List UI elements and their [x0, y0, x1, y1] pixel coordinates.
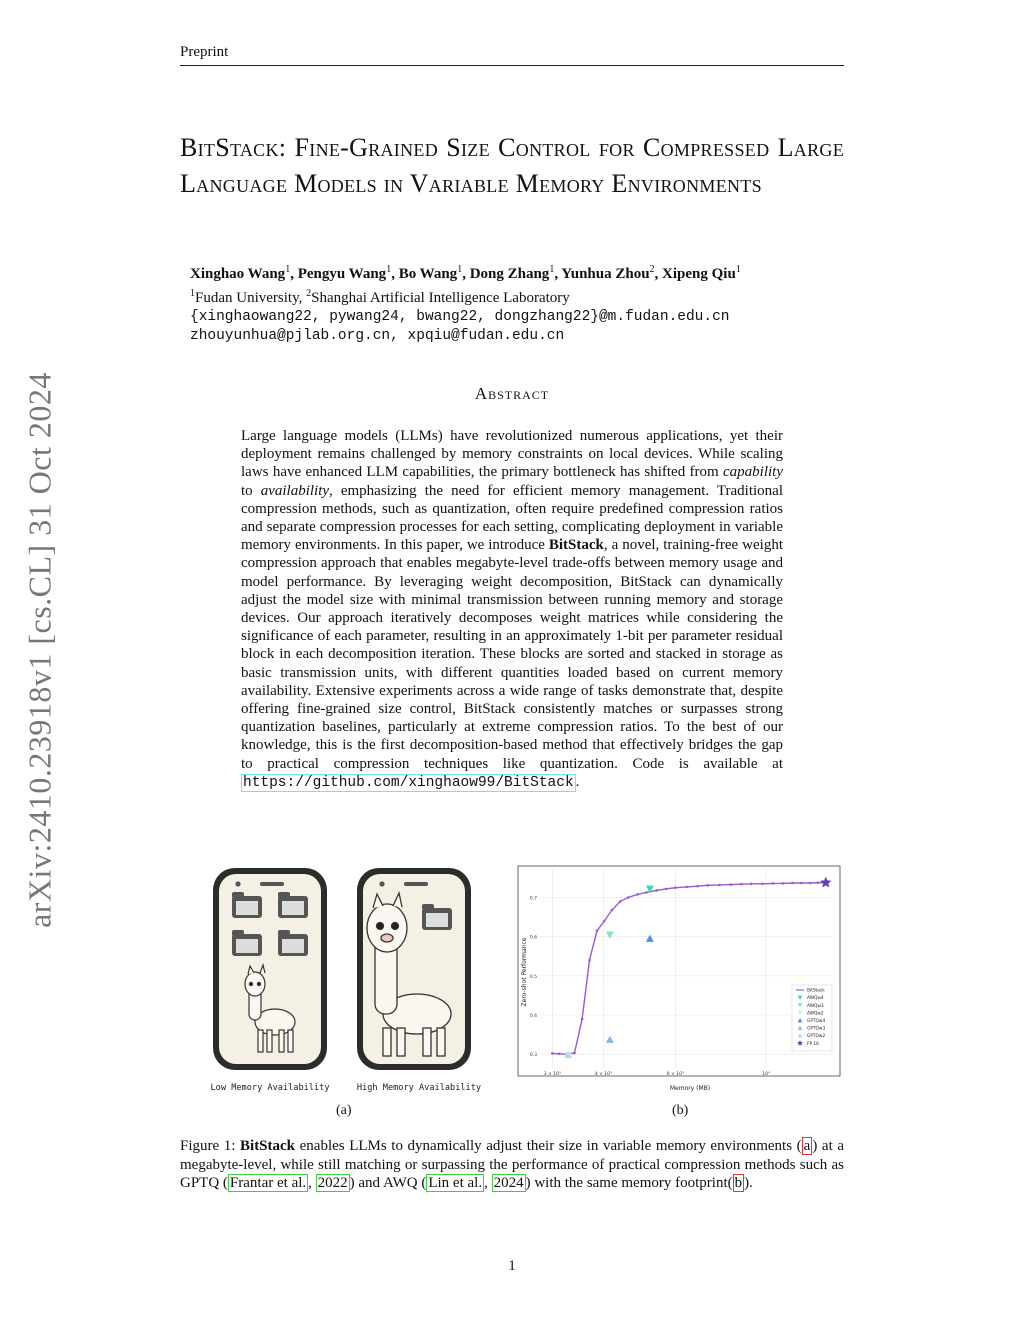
code-link[interactable]: https://github.com/xinghaow99/BitStack — [243, 774, 574, 791]
paper-title: BitStack: Fine-Grained Size Control for Compressed Large Language Models in Variable Memory Environments — [180, 133, 844, 198]
data-point-bitstack — [782, 882, 785, 885]
data-point-bitstack — [636, 893, 639, 896]
legend-label: BitStack — [807, 988, 825, 994]
data-point-bitstack — [706, 884, 709, 887]
data-point-bitstack — [740, 883, 743, 886]
data-point-bitstack — [729, 883, 732, 886]
data-point-bitstack — [558, 1052, 561, 1055]
x-tick-label: 3 × 10³ — [543, 1072, 561, 1077]
y-tick-label: 0.6 — [529, 935, 537, 941]
phone-right-label: High Memory Availability — [356, 1083, 482, 1093]
data-point-bitstack — [588, 959, 591, 962]
data-point-bitstack — [665, 888, 668, 891]
data-point-bitstack — [674, 886, 677, 889]
phone-low-memory — [213, 868, 327, 1070]
author-name: Xinghao Wang — [190, 266, 286, 282]
header-rule — [180, 65, 844, 66]
arxiv-stamp — [15, 360, 65, 940]
y-tick-label: 0.5 — [529, 974, 537, 980]
author-name: Xipeng Qiu — [662, 266, 736, 282]
legend-label: AWQw4 — [807, 996, 824, 1002]
y-tick-label: 0.3 — [529, 1053, 537, 1059]
y-tick-label: 0.4 — [529, 1014, 537, 1019]
y-axis-label: Zero-shot Performance — [521, 937, 528, 1007]
running-header: Preprint — [180, 44, 229, 60]
legend-label: GPTQw3 — [807, 1026, 826, 1032]
data-point-bitstack — [573, 1052, 576, 1055]
x-axis-label: Memory (MB) — [669, 1085, 711, 1092]
author-block — [190, 260, 850, 346]
figure-caption: Figure 1: BitStack enables LLMs to dynamically adjust their size in variable memory environments ( a ) at a megabyte-level, while still matching or surpassing the performance of practical compression methods such as GPTQ ( Frantar et al. , 2022 ) and AWQ ( Lin et al. , 2024 ) with the same memory footprint( b ). — [180, 1138, 844, 1191]
email-line-1: {xinghaowang22, pywang24, bwang22, dongzhang22}@m.fudan.edu.cn — [190, 309, 730, 325]
author-name: Bo Wang — [398, 266, 458, 282]
data-point-bitstack — [800, 882, 803, 885]
data-point-bitstack — [581, 1018, 584, 1021]
legend-label: FP 16 — [807, 1041, 819, 1047]
x-tick-label: 4 × 10³ — [594, 1072, 612, 1077]
phone-left-label: Low Memory Availability — [210, 1083, 330, 1093]
affiliations: $^1$Fudan University, $^2$Shanghai Artificial Intelligence Laboratory — [190, 288, 570, 306]
citation-lin[interactable]: Lin et al. — [428, 1175, 483, 1191]
data-point-bitstack — [655, 889, 658, 892]
figure-ref-a[interactable]: a — [803, 1138, 811, 1154]
data-point-bitstack — [611, 909, 614, 912]
citation-frantar-year[interactable]: 2022 — [317, 1175, 348, 1191]
author-name: Dong Zhang — [469, 266, 550, 282]
chart-legend — [792, 985, 832, 1051]
data-point-bitstack — [645, 891, 648, 894]
data-point-bitstack — [718, 884, 721, 887]
abstract-body: Large language models (LLMs) have revolutionized numerous applications, yet their deployment remains challenged by memory constraints on local devices. While scaling laws have enhanced LLM capabilities, the primary bottleneck has shifted from capability to availability, emphasizing the need for efficient memory management. Traditional compression methods, such as quantization, often require predefined compression ratios and separate compression processes for each setting, complicating deployment in variable memory environments. In this paper, we introduce BitStack, a novel, training-free weight compression approach that enables megabyte-level trade-offs between memory usage and model performance. By leveraging weight decomposition, BitStack can dynamically adjust the model size with minimal transmission between running memory and storage devices. Our approach iteratively decomposes weight matrices while considering the significance of each parameter, resulting in an approximately 1-bit per parameter residual block in each decomposition iteration. These blocks are sorted and stacked in storage as basic transmission units, with different quantities loaded based on current memory availability. Extensive experiments across a wide range of tasks demonstrate that, despite offering fine-grained size control, BitStack consistently matches or surpasses strong quantization baselines, particularly at extreme compression ratios. To the best of our knowledge, this is the first decomposition-based method that effectively bridges the gap to practical compression techniques like quantization. Code is available at https://github.com/xinghaow99/BitStack . — [241, 428, 783, 791]
data-point-bitstack — [551, 1052, 554, 1055]
subfigure-b-label: (b) — [672, 1103, 689, 1118]
data-point-bitstack — [809, 882, 812, 885]
x-tick-label: 6 × 10³ — [666, 1072, 684, 1077]
subfigure-a-label: (a) — [336, 1103, 352, 1118]
author-name: Yunhua Zhou — [561, 266, 650, 282]
citation-frantar[interactable]: Frantar et al. — [229, 1175, 307, 1191]
data-point-bitstack — [596, 929, 599, 932]
legend-label: GPTQw2 — [807, 1034, 826, 1040]
arxiv-id: arXiv:2410.23918v1 [cs.CL] 31 Oct 2024 — [21, 372, 58, 928]
page-number: 1 — [508, 1258, 516, 1274]
data-point-bitstack — [619, 900, 622, 903]
abstract-heading: Abstract — [474, 384, 550, 403]
legend-label: AWQw3 — [807, 1003, 824, 1009]
data-point-bitstack — [696, 885, 699, 888]
legend-label: AWQw2 — [807, 1011, 824, 1017]
email-line-2: zhouyunhua@pjlab.org.cn, xpqiu@fudan.edu.cn — [190, 328, 565, 344]
data-point-bitstack — [750, 882, 753, 885]
data-point-bitstack — [791, 882, 794, 885]
phone-high-memory — [357, 868, 471, 1070]
figure-ref-b[interactable]: b — [734, 1175, 743, 1191]
citation-lin-year[interactable]: 2024 — [493, 1175, 524, 1191]
data-point-bitstack — [685, 886, 688, 889]
data-point-bitstack — [761, 882, 764, 885]
figure-b-chart — [510, 862, 844, 1094]
data-point-bitstack — [627, 896, 630, 899]
author-name: Pengyu Wang — [297, 266, 387, 282]
x-tick-label: 10⁴ — [762, 1072, 770, 1077]
legend-label: GPTQw4 — [807, 1019, 826, 1024]
y-tick-label: 0.7 — [529, 896, 537, 902]
figure-a-illustration — [205, 862, 495, 1102]
data-point-bitstack — [772, 882, 775, 885]
data-point-bitstack — [817, 881, 820, 884]
author-list: Xinghao Wang$^1$, Pengyu Wang$^1$, Bo Wang$^1$, Dong Zhang$^1$, Yunhua Zhou$^2$, Xipeng Qiu$^1$ — [190, 264, 741, 282]
data-point-bitstack — [603, 920, 606, 923]
